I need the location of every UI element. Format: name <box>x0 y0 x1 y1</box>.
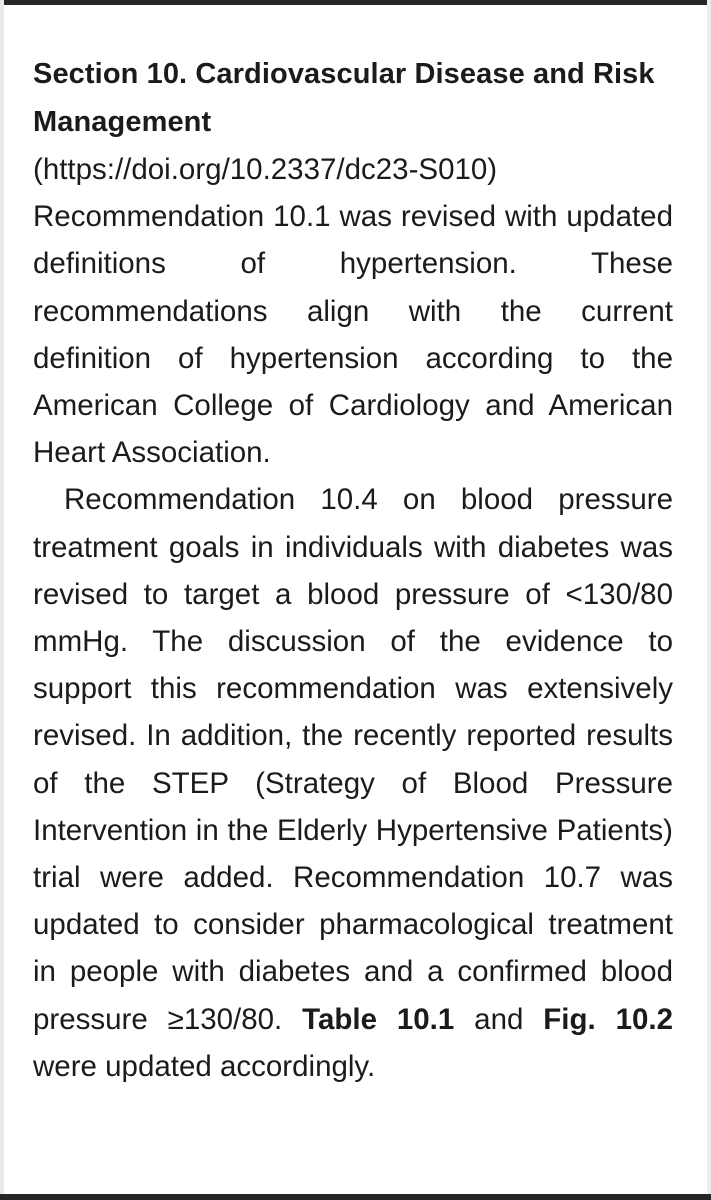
bottom-border <box>0 1194 711 1200</box>
doi-link[interactable]: (https://doi.org/10.2337/dc23-S010) <box>33 153 498 186</box>
left-edge <box>0 0 4 1200</box>
paragraph-2 <box>33 476 673 1090</box>
top-border <box>0 0 711 5</box>
figure-reference: Fig. 10.2 <box>543 1002 673 1036</box>
paragraph-1-text: Recommendation 10.1 was revised with updated definitions of hypertension. These recommendations align with the current definition of hypertension according to the American College of Cardiology and American Heart Association. <box>33 200 673 470</box>
document-page <box>33 50 673 1090</box>
table-reference: Table 10.1 <box>302 1002 455 1036</box>
paragraph-2-ending: were updated accordingly. <box>33 1049 376 1083</box>
right-edge <box>707 0 711 1200</box>
section-title: Section 10. Cardiovascular Disease and Risk Management <box>33 58 655 138</box>
conjunction-and: and <box>474 1002 524 1036</box>
paragraph-2-text: Recommendation 10.4 on blood pressure treatment goals in individuals with diabetes was revised to target a blood pressure of <130/80 mmHg. The discussion of the evidence to support this recommendation was extensively revised. In addition, the recently reported results of the STEP (Strategy of Blood Pressure Intervention in the Elderly Hypertensive Patients) trial were added. Recommendation 10.7 was updated to consider pharmacological treatment in people with diabetes and a confirmed blood pressure ≥130/80. <box>33 483 673 1036</box>
paragraph-1 <box>33 146 673 476</box>
